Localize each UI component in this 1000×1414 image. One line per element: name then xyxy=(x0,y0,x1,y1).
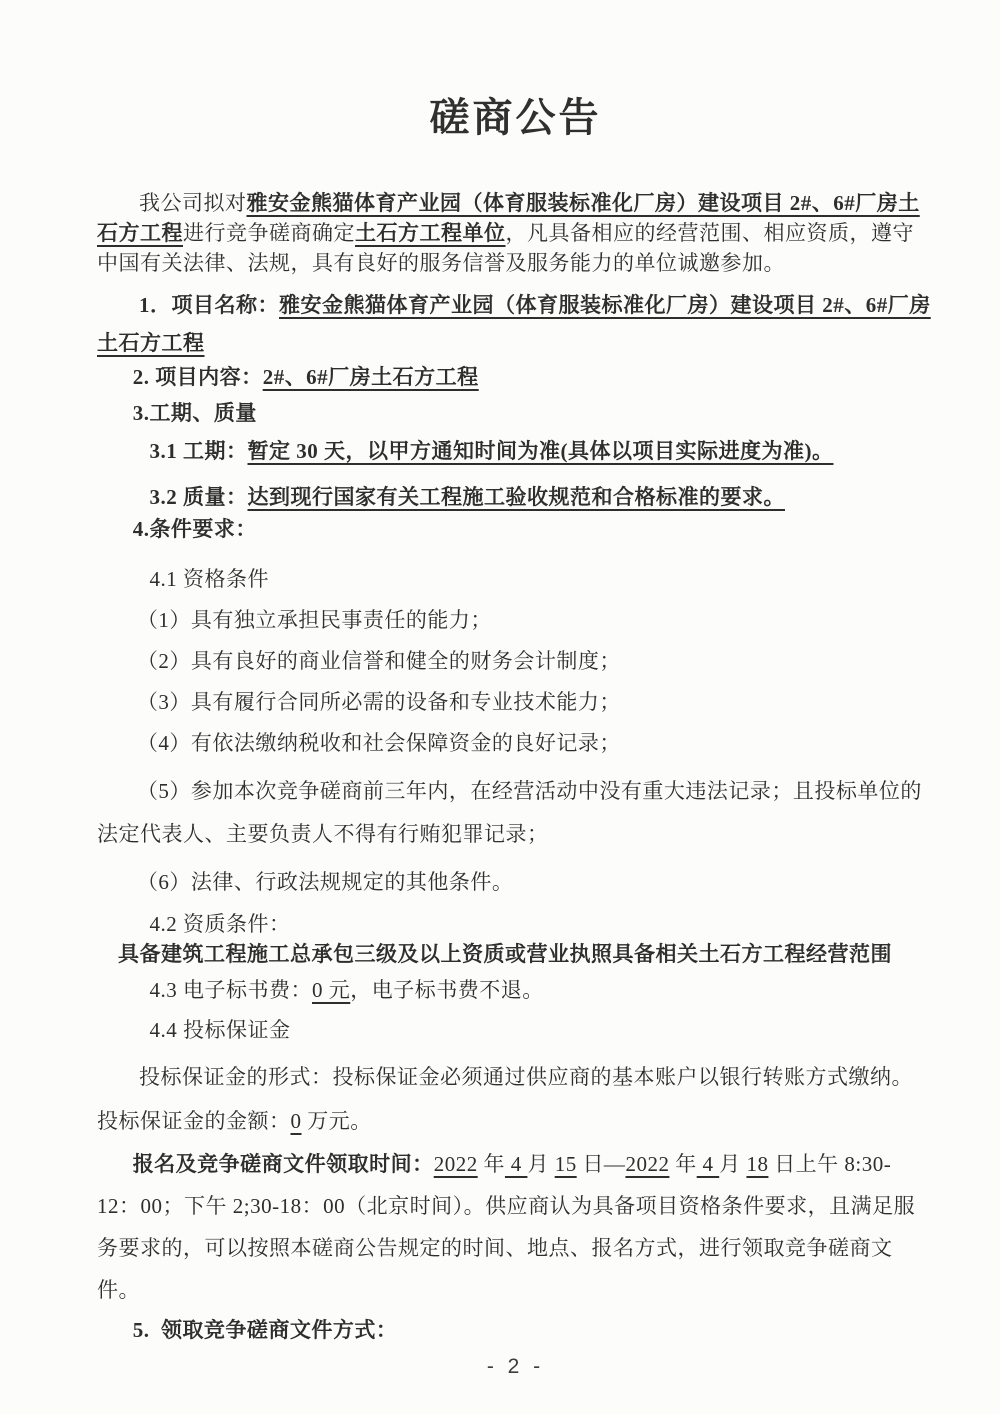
section-3-2-quality xyxy=(97,482,934,512)
qualification-item-6: （6）法律、行政法规规定的其他条件。 xyxy=(136,870,514,894)
section-2-project-content xyxy=(97,362,934,392)
section-3-heading: 3.工期、质量 xyxy=(132,401,257,425)
section-4-4-heading: 4.4 投标保证金 xyxy=(149,1018,291,1042)
schedule-day-from: 15 xyxy=(554,1152,577,1176)
schedule-month-from: 4 xyxy=(504,1152,528,1176)
schedule-label: 报名及竞争磋商文件领取时间： xyxy=(132,1152,434,1176)
schedule-sep-year2: 年 xyxy=(669,1152,697,1176)
qualification-item-1: （1）具有独立承担民事责任的能力； xyxy=(136,608,492,632)
deposit-tail: 万元。 xyxy=(301,1109,372,1133)
schedule-day-to: 18 xyxy=(746,1152,769,1176)
section-4-2-heading: 4.2 资质条件： xyxy=(149,912,291,936)
section-2-label: 2. 项目内容： xyxy=(132,365,263,389)
intro-tail: ，凡具备相应的经营范围、相应资质，遵守中国有关法律、法规，具有良好的服务信誉及服务能力的单位诚邀参加。 xyxy=(97,221,914,275)
section-5-heading: 5. 领取竞争磋商文件方式： xyxy=(132,1318,398,1342)
section-3-1-value: 暂定 30 天，以甲方通知时间为准(具体以项目实际进度为准)。 xyxy=(247,439,834,463)
intro-unit: 土石方工程单位 xyxy=(355,221,506,245)
qualification-item-4: （4）有依法缴纳税收和社会保障资金的良好记录； xyxy=(136,731,621,755)
schedule-year-from: 2022 xyxy=(433,1152,478,1176)
page-number: - 2 - xyxy=(486,1355,545,1378)
section-1-project-name xyxy=(97,286,934,362)
section-1-value: 雅安金熊猫体育产业园（体育服装标准化厂房）建设项目 2#、6#厂房土石方工程 xyxy=(97,293,931,355)
section-2-value: 2#、6#厂房土石方工程 xyxy=(262,365,479,389)
section-4-3-fee xyxy=(97,975,934,1005)
schedule-sep-year1: 年 xyxy=(477,1152,505,1176)
schedule-tail: 日上午 8:30-12：00；下午 2;30-18：00（北京时间）。供应商认为具备项目资格条件要求，且满足服务要求的，可以按照本磋商公告规定的时间、地点、报名方式，进行领取竞争磋商文件。 xyxy=(97,1152,916,1302)
intro-middle: 进行竞争磋商确定 xyxy=(183,221,355,245)
page-title: 磋商公告 xyxy=(429,95,602,140)
deposit-paragraph xyxy=(97,1055,934,1143)
intro-paragraph xyxy=(97,188,934,278)
section-4-3-label: 4.3 电子标书费： xyxy=(149,978,312,1002)
intro-project-name: 雅安金熊猫体育产业园（体育服装标准化厂房）建设项目 2#、6#厂房土石方工程 xyxy=(97,191,920,245)
section-4-1-heading: 4.1 资格条件 xyxy=(149,567,269,591)
schedule-sep-month2: 月 xyxy=(719,1152,747,1176)
section-4-heading: 4.条件要求： xyxy=(132,517,257,541)
qualification-item-2: （2）具有良好的商业信誉和健全的财务会计制度； xyxy=(136,649,621,673)
section-1-label: 1．项目名称： xyxy=(139,293,279,317)
section-4-3-tail: ，电子标书费不退。 xyxy=(350,978,544,1002)
qualification-item-3: （3）具有履行合同所必需的设备和专业技术能力； xyxy=(136,690,621,714)
section-3-2-value: 达到现行国家有关工程施工验收规范和合格标准的要求。 xyxy=(247,485,785,509)
intro-lead: 我公司拟对 xyxy=(139,191,247,215)
deposit-amount: 0 xyxy=(290,1109,302,1133)
qualification-item-5: （5）参加本次竞争磋商前三年内，在经营活动中没有重大违法记录；且投标单位的法定代表人、主要负责人不得有行贿犯罪记录； xyxy=(97,779,922,846)
schedule-sep-month1: 月 xyxy=(527,1152,555,1176)
section-3-1-label: 3.1 工期： xyxy=(149,439,248,463)
deposit-body: 投标保证金的形式：投标保证金必须通过供应商的基本账户以银行转账方式缴纳。投标保证金的金额： xyxy=(97,1065,913,1133)
section-4-2-value: 具备建筑工程施工总承包三级及以上资质或营业执照具备相关土石方工程经营范围 xyxy=(118,942,892,966)
section-3-1-duration xyxy=(97,436,934,466)
schedule-paragraph xyxy=(97,1143,934,1311)
schedule-month-to: 4 xyxy=(696,1152,720,1176)
schedule-sep-day1: 日— xyxy=(576,1152,626,1176)
section-3-2-label: 3.2 质量： xyxy=(149,485,248,509)
schedule-year-to: 2022 xyxy=(625,1152,670,1176)
section-4-3-amount: 0 元 xyxy=(312,978,351,1002)
